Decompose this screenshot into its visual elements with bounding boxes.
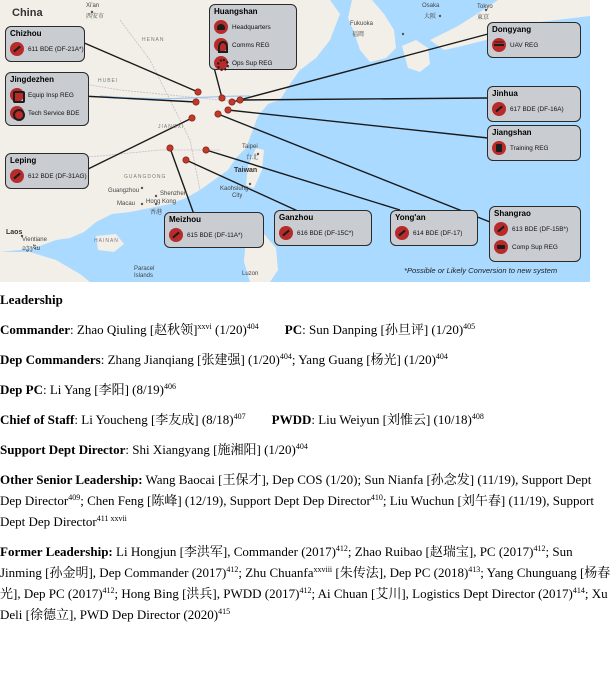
map-label-hainan: HAINAN (94, 238, 119, 244)
footnote-ref: 407 (233, 412, 246, 421)
footnote-ref: 409 (68, 493, 81, 502)
leadership-section (0, 292, 612, 634)
other-senior-leadership (0, 469, 612, 532)
unit-label: Comms REG (232, 41, 270, 49)
other-senior-leadership-label: Other Senior Leadership: (0, 472, 143, 487)
map-label-taiwan: Taiwan (234, 167, 258, 174)
comprehensive-support-icon (494, 240, 508, 254)
pwdd-label: PWDD (271, 412, 312, 427)
support-dept-director-label: Support Dept Director (0, 442, 126, 457)
technical-service-icon (10, 106, 24, 120)
unit-label: 613 BDE (DF-15B*) (512, 225, 569, 233)
footnote-ref: 404 (246, 322, 259, 331)
pc-value: : Sun Danping [孙旦评] (1/20) (302, 322, 464, 337)
unit-label: 612 BDE (DF-31AG) (28, 172, 87, 180)
communications-icon (214, 38, 228, 52)
dep-pc-line (0, 379, 612, 400)
footnote-ref: xxviii (313, 565, 333, 574)
unit-row (492, 140, 576, 156)
map-label-hubei: HUBEI (98, 78, 119, 84)
training-icon (492, 141, 506, 155)
leadership-heading: Leadership (0, 292, 63, 307)
unit-row (279, 225, 367, 241)
former-leadership-label: Former Leadership: (0, 544, 113, 559)
unit-label: Comp Sup REG (512, 243, 558, 251)
footnote-ref: 415 (218, 607, 231, 616)
missile-icon (10, 169, 24, 183)
location-box-dongyang (487, 22, 581, 58)
unit-label: 617 BDE (DF-16A) (510, 105, 564, 113)
missile-icon (494, 222, 508, 236)
former-leadership-text: ; Zhu Chuanfa (238, 565, 314, 580)
commander-label: Commander (0, 322, 71, 337)
location-box-jingdezhen (5, 72, 89, 126)
location-title-huangshan: Huangshan (214, 7, 258, 16)
footnote-ref: 411 xxvii (96, 514, 127, 523)
footnote-ref: 410 (370, 493, 383, 502)
footnote-ref: 412 (226, 565, 239, 574)
map-label-guangdong: GUANGDONG (124, 174, 167, 180)
unit-label: Headquarters (232, 23, 271, 31)
unit-label: Tech Service BDE (28, 109, 80, 117)
unit-row (10, 105, 84, 121)
chief-of-staff-label: Chief of Staff (0, 412, 75, 427)
footnote-ref: 404 (435, 352, 448, 361)
former-leadership-text: ; Zhao Ruibao [赵瑞宝], PC (2017) (347, 544, 534, 559)
other-leadership-text: Wang Baocai [王保才], Dep COS (1/20); Sun Nianfa [孙念发] (11/19), Support Dept Dep Director (0, 472, 592, 508)
map-label-fukuoka: Fukuoka (350, 21, 374, 27)
unit-row (10, 87, 84, 103)
location-box-ganzhou (274, 210, 372, 246)
location-title-dongyang: Dongyang (492, 25, 532, 34)
unit-label: Equip Insp REG (28, 91, 74, 99)
footnote-ref: 406 (163, 382, 176, 391)
location-box-jiangshan (487, 125, 581, 161)
unit-label: 611 BDE (DF-21A*) (28, 45, 84, 53)
location-box-leping (5, 153, 89, 189)
map-label-vientiane-local: ວຽງຈັນ (22, 246, 41, 252)
location-title-jingdezhen: Jingdezhen (10, 75, 55, 84)
location-title-yongan: Yong'an (395, 213, 426, 222)
footnote-ref: 414 (572, 586, 585, 595)
base-location-map (0, 0, 590, 282)
map-label-vientiane: Vientiane (22, 237, 47, 243)
map-label-kaohsiung-city: City (232, 193, 243, 199)
unit-row (169, 227, 259, 243)
footnote-ref: 412 (299, 586, 312, 595)
footnote-ref: 404 (279, 352, 292, 361)
missile-icon (169, 228, 183, 242)
map-label-luzon: Luzon (242, 271, 259, 277)
footnote-ref: xxvi (197, 322, 212, 331)
location-title-jiangshan: Jiangshan (492, 128, 532, 137)
footnote-ref: 405 (463, 322, 476, 331)
footnote-ref: 412 (102, 586, 115, 595)
map-footnote: *Possible or Likely Conversion to new system (404, 266, 558, 275)
dep-commander-value: ; Yang Guang [杨光] (1/20) (291, 352, 436, 367)
commander-line (0, 319, 612, 340)
footnote-ref: 412 (533, 544, 546, 553)
missile-icon (10, 42, 24, 56)
unit-row (214, 37, 292, 53)
commander-value: : Zhao Qiuling [赵秋领] (70, 322, 198, 337)
location-box-shangrao (489, 206, 581, 262)
missile-icon (492, 102, 506, 116)
headquarters-icon (214, 20, 228, 34)
former-leadership-text: ; Xu Deli [徐德立], PWD Dep Director (2020) (0, 586, 608, 622)
dep-commanders-line (0, 349, 612, 370)
dep-pc-value: : Li Yang [李阳] (8/19) (42, 382, 164, 397)
unit-row (494, 221, 576, 237)
map-label-kaohsiung: Kaohsiung (220, 186, 249, 192)
map-label-taipei: Taipei (242, 144, 258, 150)
footnote-ref: 412 (335, 544, 348, 553)
location-box-chizhou (5, 26, 85, 62)
map-label-taipei-cn: 台北 (246, 155, 259, 161)
unit-label: Training REG (510, 144, 549, 152)
former-leadership-text: ; Hong Bing [洪兵], PWDD (2017) (114, 586, 300, 601)
dep-commander-value: : Zhang Jianqiang [张建强] (1/20) (100, 352, 280, 367)
location-box-jinhua (487, 86, 581, 122)
map-label-hong-kong: Hong Kong (146, 199, 177, 205)
former-leadership-text: [朱传法], Dep PC (2018) (332, 565, 469, 580)
dep-pc-label: Dep PC (0, 382, 43, 397)
chief-of-staff-line (0, 409, 612, 430)
location-box-huangshan (209, 4, 297, 70)
map-label-tokyo-cn: 東京 (477, 15, 490, 21)
map-label-laos: Laos (6, 229, 23, 236)
equipment-inspection-icon (10, 88, 24, 102)
chief-of-staff-value: : Li Youcheng [李友成] (8/18) (74, 412, 234, 427)
map-label-china: China (12, 7, 43, 19)
map-label-xian: Xi'an (86, 3, 100, 9)
unit-row (10, 41, 84, 57)
uav-icon (492, 38, 506, 52)
map-label-macau: Macau (117, 201, 136, 207)
map-label-xian-cn: 西安市 (86, 14, 105, 20)
former-leadership-text: ; Ai Chuan [艾川], Logistics Dept Director (2017) (311, 586, 573, 601)
location-box-yongan (390, 210, 478, 246)
unit-label: 616 BDE (DF-15C*) (297, 229, 354, 237)
map-label-shenzhen: Shenzhen (160, 191, 188, 197)
footnote-ref: 408 (471, 412, 484, 421)
support-dept-director-value: : Shi Xiangyang [施湘阳] (1/20) (125, 442, 296, 457)
other-leadership-text: ; Chen Feng [陈峰] (12/19), Support Dept Dep Director (80, 493, 371, 508)
map-label-hong-kong-cn: 香港 (150, 210, 163, 216)
unit-label: 614 BDE (DF-17) (413, 229, 463, 237)
former-leadership-text: ; Sun Jinming [孙金明], Dep Commander (2017) (0, 544, 573, 580)
map-label-osaka-cn: 大阪 (424, 14, 437, 20)
map-label-paracel: Paracel (134, 266, 155, 272)
map-label-henan: HENAN (142, 37, 165, 43)
location-title-ganzhou: Ganzhou (279, 213, 314, 222)
pc-label: PC (284, 322, 303, 337)
unit-row (395, 225, 473, 241)
former-leadership (0, 541, 612, 625)
map-label-tokyo: Tokyo (477, 4, 493, 10)
unit-row (214, 55, 292, 71)
map-label-guangzhou: Guangzhou (108, 188, 140, 194)
map-label-osaka: Osaka (422, 3, 440, 9)
unit-row (214, 19, 292, 35)
location-title-leping: Leping (10, 156, 37, 165)
missile-icon (395, 226, 409, 240)
footnote-ref: 413 (468, 565, 481, 574)
unit-label: UAV REG (510, 41, 539, 49)
location-title-jinhua: Jinhua (492, 89, 518, 98)
pwdd-value: : Liu Weiyun [刘惟云] (10/18) (311, 412, 472, 427)
location-box-meizhou (164, 212, 264, 248)
unit-label: Ops Sup REG (232, 59, 273, 67)
support-dept-director-line (0, 439, 612, 460)
map-label-islands: Islands (134, 273, 154, 279)
map-label-fukuoka-cn: 福岡 (352, 32, 365, 38)
other-leadership-text: ; Liu Wuchun [刘午春] (11/19), Support Dept Dep Director (0, 493, 594, 529)
missile-icon (279, 226, 293, 240)
dep-commanders-label: Dep Commanders (0, 352, 101, 367)
commander-date: (1/20) (211, 322, 247, 337)
unit-label: 615 BDE (DF-11A*) (187, 231, 243, 239)
unit-row (10, 168, 87, 184)
operations-support-icon (214, 56, 228, 70)
location-title-shangrao: Shangrao (494, 209, 531, 218)
location-title-chizhou: Chizhou (10, 29, 42, 38)
unit-row (492, 101, 576, 117)
unit-row (494, 239, 576, 255)
footnote-ref: 404 (295, 442, 308, 451)
unit-row (492, 37, 576, 53)
former-leadership-text: Li Hongjun [李洪军], Commander (2017) (112, 544, 336, 559)
location-title-meizhou: Meizhou (169, 215, 201, 224)
map-label-jiangxi: JIANGXI (158, 124, 185, 130)
former-leadership-text: ; Yang Chunguang [杨春光], Dep PC (2017) (0, 565, 611, 601)
